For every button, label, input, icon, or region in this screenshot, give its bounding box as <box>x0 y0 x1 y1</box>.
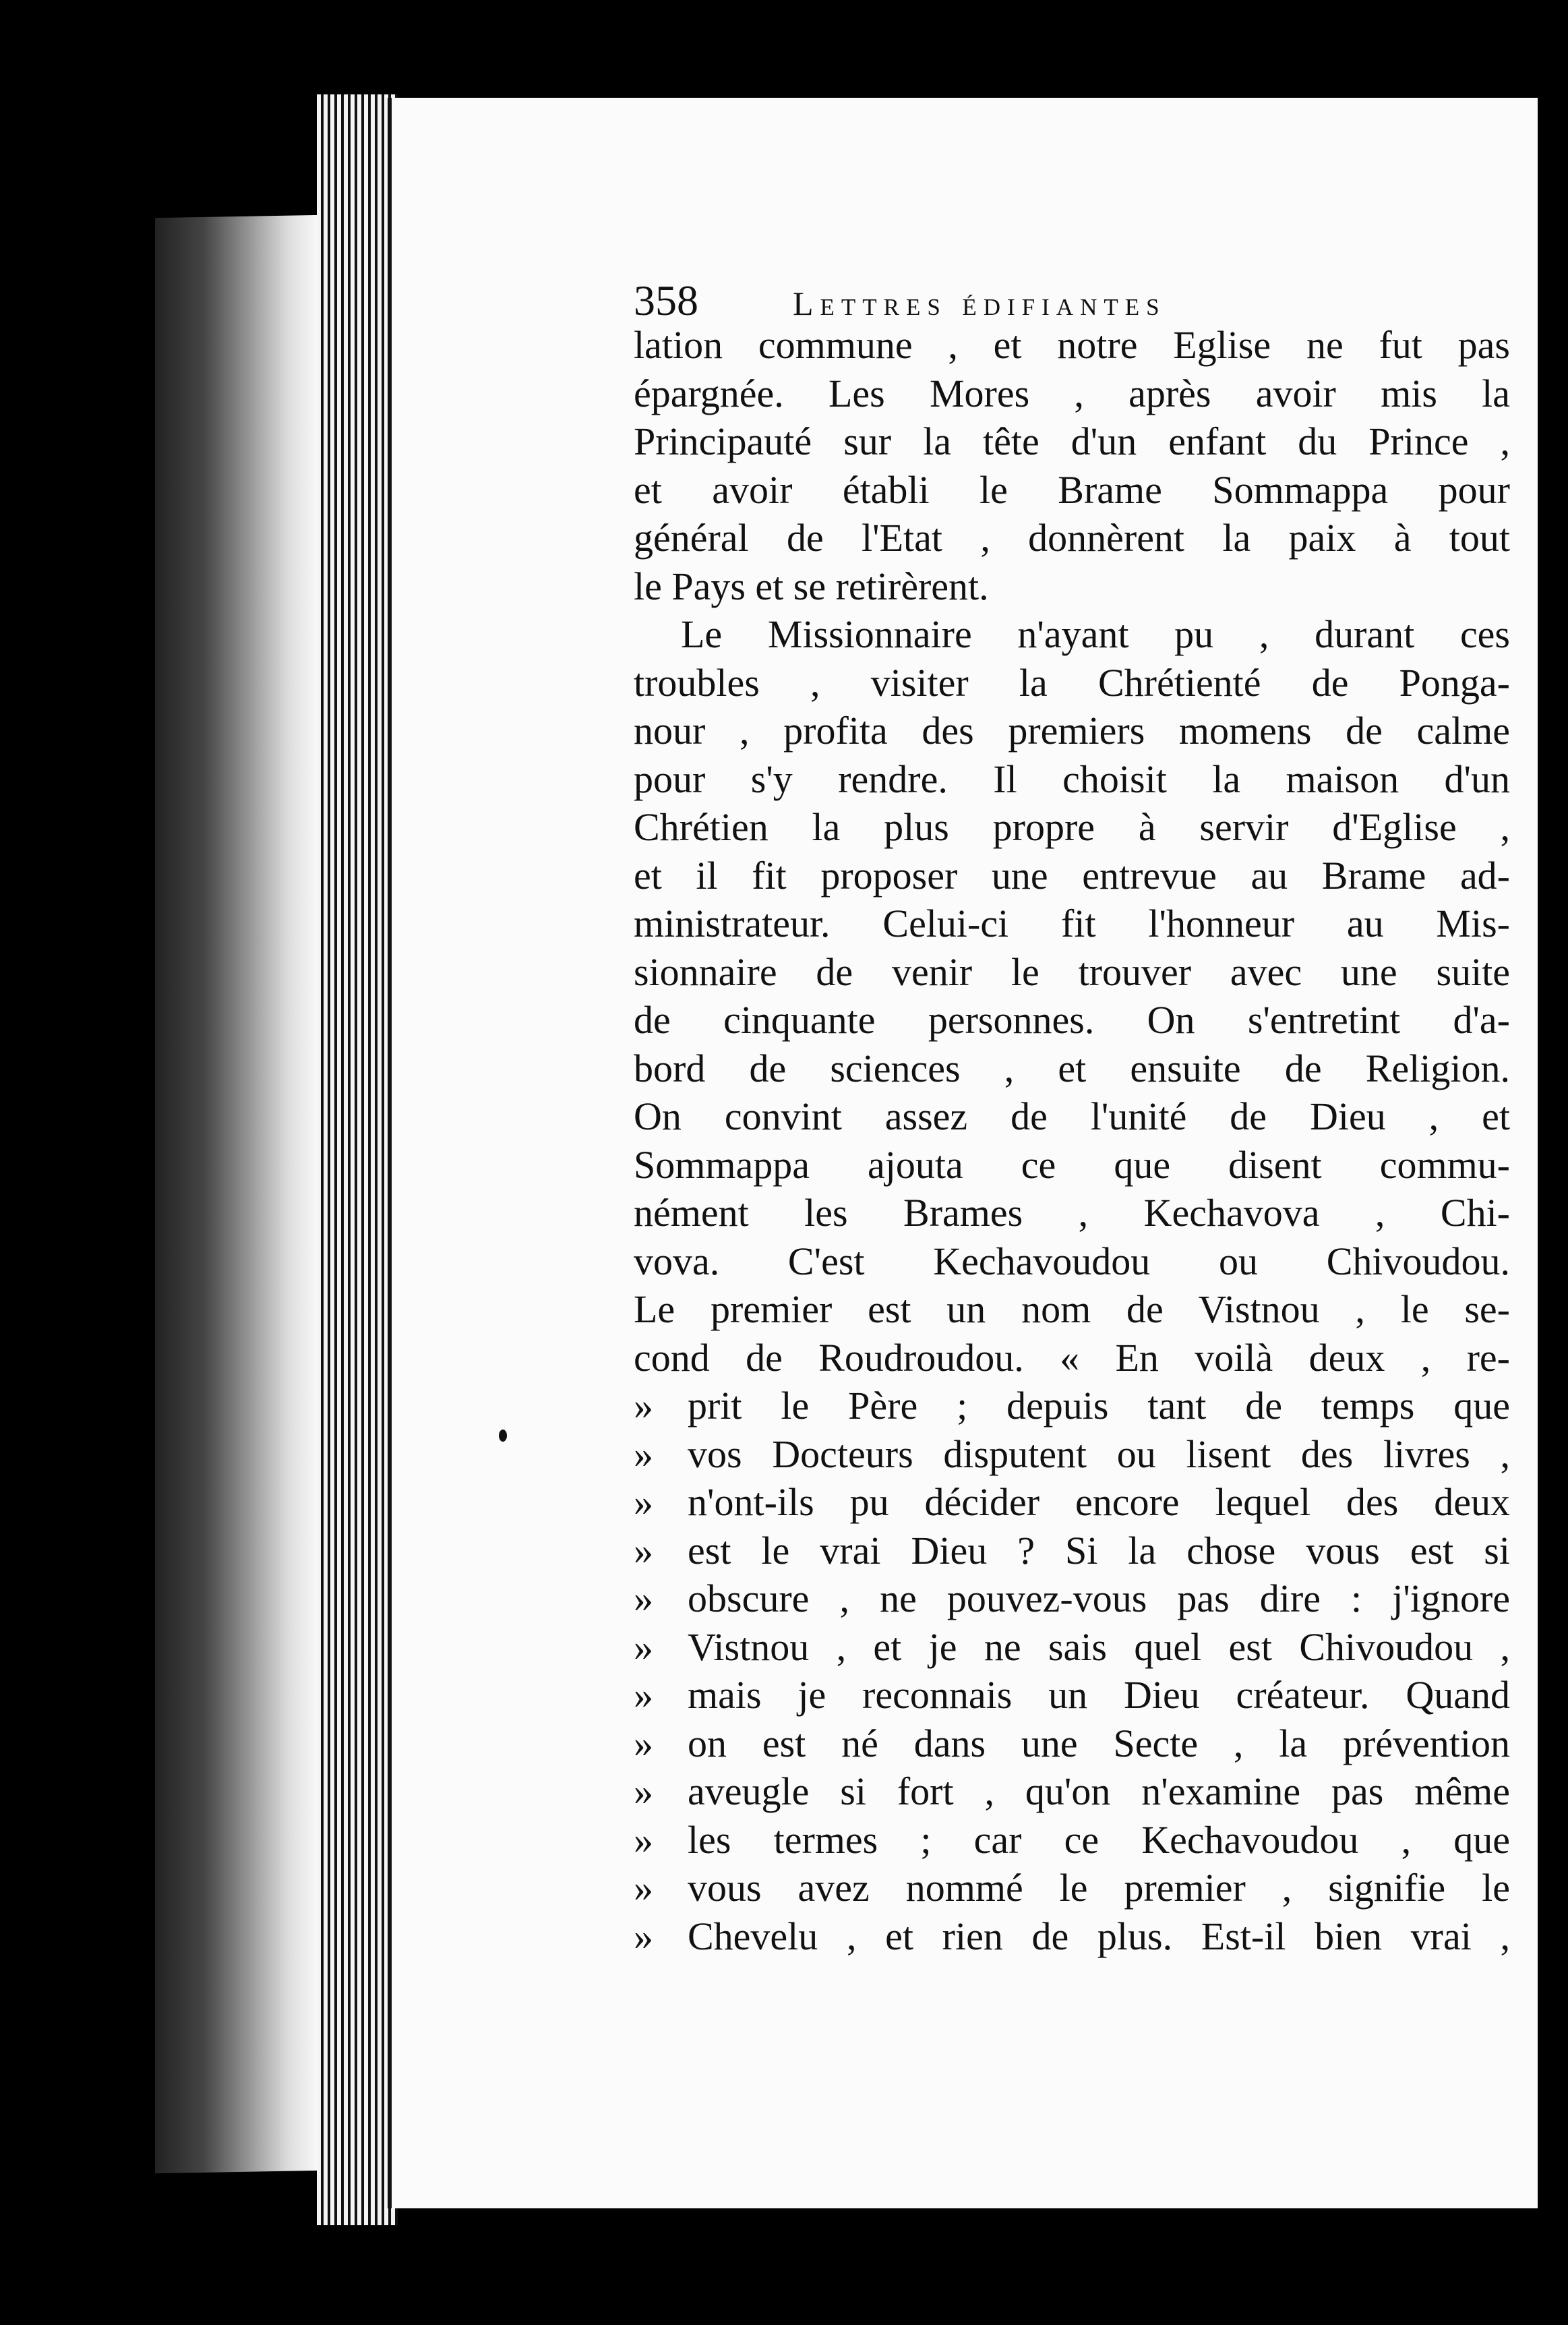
quote-mark: » <box>634 1866 653 1910</box>
quoted-line <box>634 1767 1510 1816</box>
quoted-line <box>634 1527 1510 1575</box>
quoted-text: vos Docteurs disputent ou lisent des livres , <box>688 1432 1510 1476</box>
quoted-text: vous avez nommé le premier , signifie le <box>688 1866 1510 1910</box>
body-paragraphs <box>634 321 1510 1382</box>
quote-mark: » <box>634 1914 653 1958</box>
quote-mark: » <box>634 1432 653 1476</box>
quote-mark: » <box>634 1624 653 1669</box>
quoted-text: mais je reconnais un Dieu créateur. Quand <box>688 1673 1510 1717</box>
quoted-text: les termes ; car ce Kechavoudou , que <box>688 1817 1510 1862</box>
text-line: épargnée. Les Mores , après avoir mis la <box>634 371 1510 415</box>
text-line: de cinquante personnes. On s'entretint d'a- <box>634 998 1510 1042</box>
page-text-block <box>634 276 1510 1960</box>
quote-mark: » <box>634 1721 653 1765</box>
text-line: Le Missionnaire n'ayant pu , durant ces <box>681 612 1510 656</box>
text-line: nément les Brames , Kechavova , Chi- <box>634 1191 1510 1235</box>
quoted-line <box>634 1430 1510 1479</box>
text-line: On convint assez de l'unité de Dieu , et <box>634 1094 1510 1138</box>
text-line: nour , profita des premiers momens de calme <box>634 709 1510 753</box>
quote-mark: » <box>634 1577 653 1620</box>
quoted-line <box>634 1864 1510 1912</box>
quoted-line <box>634 1719 1510 1768</box>
quoted-line <box>634 1574 1510 1623</box>
text-line: Sommappa ajouta ce que disent commu- <box>634 1142 1510 1187</box>
text-line: et avoir établi le Brame Sommappa pour <box>634 467 1510 512</box>
quoted-line <box>634 1816 1510 1864</box>
quoted-text: prit le Père ; depuis tant de temps que <box>688 1384 1510 1428</box>
quoted-text: on est né dans une Secte , la prévention <box>688 1721 1510 1765</box>
text-line: pour s'y rendre. Il choisit la maison d'un <box>634 757 1510 801</box>
quoted-passage <box>634 1382 1510 1960</box>
text-line: troubles , visiter la Chrétienté de Ponga- <box>634 660 1510 705</box>
quote-mark: » <box>634 1817 653 1862</box>
quoted-text: Vistnou , et je ne sais quel est Chivoudou , <box>688 1624 1510 1669</box>
text-line: cond de Roudroudou. « En voilà deux , re- <box>634 1335 1510 1380</box>
text-line: général de l'Etat , donnèrent la paix à tout <box>634 516 1510 560</box>
quoted-line <box>634 1623 1510 1672</box>
running-head: Lettres édifiantes <box>793 285 1166 322</box>
quoted-text: Chevelu , et rien de plus. Est-il bien vrai , <box>688 1914 1510 1958</box>
text-line: sionnaire de venir le trouver avec une suite <box>634 949 1510 994</box>
text-line: le Pays et se retirèrent. <box>634 564 989 608</box>
quote-mark: » <box>634 1528 653 1572</box>
quoted-text: aveugle si fort , qu'on n'examine pas même <box>688 1769 1510 1813</box>
quoted-line <box>634 1912 1510 1961</box>
text-line: vova. C'est Kechavoudou ou Chivoudou. <box>634 1239 1510 1283</box>
quoted-line <box>634 1382 1510 1430</box>
book-page-edges <box>317 94 398 2225</box>
quoted-line <box>634 1478 1510 1527</box>
text-line: bord de sciences , et ensuite de Religion. <box>634 1046 1510 1090</box>
quoted-text: est le vrai Dieu ? Si la chose vous est si <box>688 1528 1510 1572</box>
quote-mark: » <box>634 1769 653 1813</box>
text-line: ministrateur. Celui-ci fit l'honneur au Mis- <box>634 902 1510 945</box>
text-line: Principauté sur la tête d'un enfant du Prince , <box>634 419 1510 463</box>
text-line: Chrétien la plus propre à servir d'Eglise , <box>634 805 1510 849</box>
quote-mark: » <box>634 1480 653 1524</box>
quoted-line <box>634 1671 1510 1719</box>
quote-mark: » <box>634 1384 653 1428</box>
quote-mark: » <box>634 1673 653 1717</box>
text-line: Le premier est un nom de Vistnou , le se- <box>634 1287 1510 1331</box>
page-number: 358 <box>634 276 698 324</box>
margin-spot <box>499 1430 507 1442</box>
text-line: et il fit proposer une entrevue au Brame ad- <box>634 853 1510 897</box>
quoted-text: n'ont-ils pu décider encore lequel des deux <box>688 1480 1510 1524</box>
text-line: lation commune , et notre Eglise ne fut pas <box>634 323 1510 367</box>
quoted-text: obscure , ne pouvez-vous pas dire : j'ignore <box>688 1577 1510 1620</box>
page-header <box>634 276 1510 325</box>
